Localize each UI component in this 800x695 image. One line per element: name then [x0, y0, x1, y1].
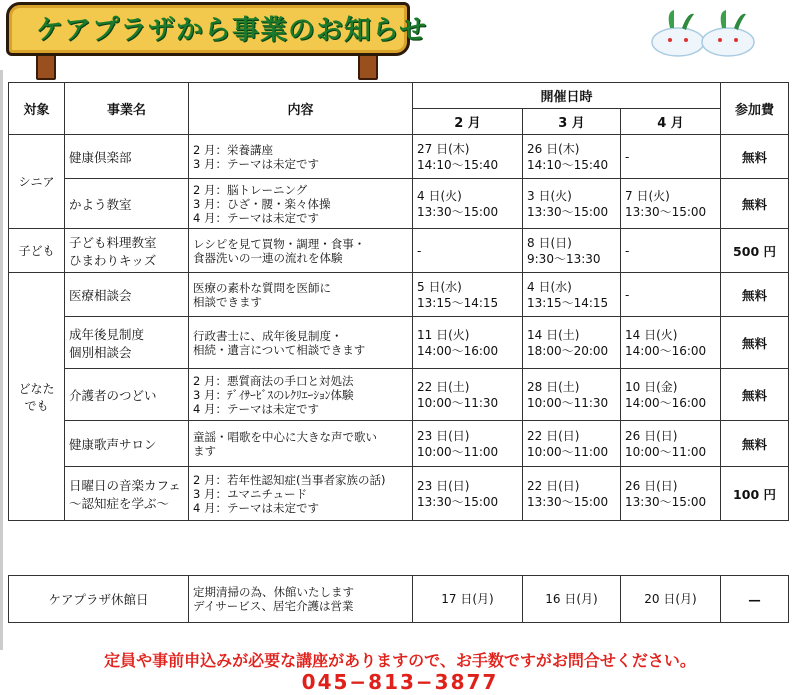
content-line: 2 月：栄養講座	[193, 142, 273, 157]
date-time: 10:00〜11:30	[417, 395, 499, 410]
footer-phone: 045−813−3877	[301, 670, 499, 694]
category-cell: 子ども	[9, 229, 65, 273]
date-day: 8 日(日)	[527, 235, 572, 250]
date-day: 28 日(土)	[527, 379, 580, 394]
date-cell-mar	[523, 369, 621, 421]
event-content	[189, 421, 413, 467]
header-event: 事業名	[65, 83, 189, 135]
header-month-mar: 3 月	[523, 109, 621, 135]
closed-content	[189, 576, 413, 623]
date-day: -	[417, 243, 422, 258]
content-line: 3 月：ﾃﾞｲｻｰﾋﾞｽのﾚｸﾘｴｰｼｮﾝ体験	[193, 387, 354, 402]
event-content	[189, 273, 413, 317]
fee-cell: 無料	[721, 317, 789, 369]
date-day: 3 日(火)	[527, 188, 572, 203]
date-time: 18:00〜20:00	[527, 343, 609, 358]
page-title: ケアプラザから事業のお知らせ	[36, 15, 428, 46]
content-line: 4 月：テーマは未定です	[193, 401, 319, 416]
closed-content-line: デイサービス、居宅介護は営業	[193, 599, 354, 613]
date-cell-feb	[413, 421, 523, 467]
date-time: 9:30〜13:30	[527, 251, 601, 266]
title-banner	[6, 2, 428, 58]
table-row	[9, 179, 789, 229]
date-cell-feb	[413, 369, 523, 421]
date-cell-feb	[413, 229, 523, 273]
date-cell-apr	[621, 179, 721, 229]
date-day: 22 日(日)	[527, 478, 580, 493]
content-line: 3 月：テーマは未定です	[193, 156, 319, 171]
event-content	[189, 467, 413, 521]
date-cell-feb	[413, 273, 523, 317]
content-line: 相続・遺言について相談できます	[193, 342, 366, 357]
date-time: 13:30〜15:00	[417, 204, 499, 219]
event-content	[189, 229, 413, 273]
table-row	[9, 317, 789, 369]
date-cell-mar	[523, 467, 621, 521]
date-cell-mar	[523, 273, 621, 317]
date-day: 4 日(火)	[417, 188, 462, 203]
date-time: 13:30〜15:00	[417, 494, 499, 509]
table-row	[9, 273, 789, 317]
event-name: 健康歌声サロン	[65, 421, 189, 467]
schedule-body	[9, 135, 789, 521]
event-name: 子ども料理教室 ひまわりキッズ	[65, 229, 189, 273]
table-row	[9, 467, 789, 521]
closed-content-line: 定期清掃の為、休館いたします	[193, 585, 354, 599]
date-cell-apr	[621, 229, 721, 273]
date-cell-apr	[621, 273, 721, 317]
header-content: 内容	[189, 83, 413, 135]
date-day: 26 日(日)	[625, 478, 678, 493]
event-name: 日曜日の音楽カフェ 〜認知症を学ぶ〜	[65, 467, 189, 521]
date-day: 14 日(火)	[625, 327, 678, 342]
header-target: 対象	[9, 83, 65, 135]
event-content	[189, 179, 413, 229]
header-month-apr: 4 月	[621, 109, 721, 135]
fee-cell: 100 円	[721, 467, 789, 521]
closed-days-table	[8, 575, 789, 623]
content-line: 相談できます	[193, 294, 262, 309]
date-cell-apr	[621, 421, 721, 467]
closed-fee: —	[721, 576, 789, 623]
closed-date-apr: 20 日(月)	[621, 576, 721, 623]
date-cell-apr	[621, 467, 721, 521]
date-day: 7 日(火)	[625, 188, 670, 203]
closed-days-row	[9, 576, 789, 623]
content-line: 3 月：ひざ・腰・楽々体操	[193, 196, 331, 211]
fee-cell: 500 円	[721, 229, 789, 273]
date-day: 11 日(火)	[417, 327, 470, 342]
date-day: 26 日(日)	[625, 428, 678, 443]
table-row	[9, 369, 789, 421]
fee-cell: 無料	[721, 273, 789, 317]
date-time: 10:00〜11:00	[527, 444, 609, 459]
event-content	[189, 369, 413, 421]
date-day: 5 日(水)	[417, 279, 462, 294]
event-content	[189, 135, 413, 179]
date-time: 13:30〜15:00	[625, 204, 707, 219]
fee-cell: 無料	[721, 179, 789, 229]
fee-cell: 無料	[721, 135, 789, 179]
event-name: かよう教室	[65, 179, 189, 229]
content-line: 童謡・唱歌を中心に大きな声で歌い	[193, 429, 377, 444]
date-time: 10:00〜11:00	[417, 444, 499, 459]
content-line: 4 月：テーマは未定です	[193, 210, 319, 225]
date-time: 13:30〜15:00	[527, 494, 609, 509]
date-time: 13:30〜15:00	[625, 494, 707, 509]
date-cell-apr	[621, 317, 721, 369]
table-row	[9, 229, 789, 273]
date-cell-mar	[523, 317, 621, 369]
date-day: 27 日(木)	[417, 141, 470, 156]
event-name: 介護者のつどい	[65, 369, 189, 421]
date-day: 10 日(金)	[625, 379, 678, 394]
date-cell-mar	[523, 179, 621, 229]
date-day: 22 日(土)	[417, 379, 470, 394]
date-cell-mar	[523, 421, 621, 467]
date-day: -	[625, 287, 630, 302]
content-line: 3 月：ユマニチュード	[193, 486, 308, 501]
category-cell: どなた でも	[9, 273, 65, 521]
closed-date-mar: 16 日(月)	[523, 576, 621, 623]
date-cell-apr	[621, 135, 721, 179]
date-time: 14:10〜15:40	[417, 157, 499, 172]
content-line: 食器洗いの一連の流れを体験	[193, 250, 343, 265]
content-line: レシピを見て買物・調理・食事・	[193, 236, 366, 251]
date-time: 13:15〜14:15	[417, 295, 499, 310]
date-cell-mar	[523, 229, 621, 273]
date-day: 23 日(日)	[417, 478, 470, 493]
date-time: 14:10〜15:40	[527, 157, 609, 172]
table-row	[9, 135, 789, 179]
date-day: 23 日(日)	[417, 428, 470, 443]
event-name: 成年後見制度 個別相談会	[65, 317, 189, 369]
content-line: 2 月：悪質商法の手口と対処法	[193, 373, 354, 388]
date-day: 26 日(木)	[527, 141, 580, 156]
header-month-feb: 2 月	[413, 109, 523, 135]
content-line: ます	[193, 443, 216, 458]
date-time: 10:00〜11:00	[625, 444, 707, 459]
category-cell: シニア	[9, 135, 65, 229]
header-fee: 参加費	[721, 83, 789, 135]
date-day: -	[625, 149, 630, 164]
content-line: 医療の素朴な質問を医師に	[193, 280, 331, 295]
fee-cell: 無料	[721, 421, 789, 467]
date-time: 13:15〜14:15	[527, 295, 609, 310]
table-row	[9, 421, 789, 467]
content-line: 2 月：若年性認知症(当事者家族の話)	[193, 472, 386, 487]
closed-date-feb: 17 日(月)	[413, 576, 523, 623]
date-cell-feb	[413, 179, 523, 229]
date-time: 13:30〜15:00	[527, 204, 609, 219]
date-day: 4 日(水)	[527, 279, 572, 294]
left-edge-line	[0, 70, 3, 650]
date-day: 14 日(土)	[527, 327, 580, 342]
date-time: 14:00〜16:00	[625, 343, 707, 358]
date-day: 22 日(日)	[527, 428, 580, 443]
event-content	[189, 317, 413, 369]
date-cell-mar	[523, 135, 621, 179]
date-cell-feb	[413, 135, 523, 179]
date-time: 14:00〜16:00	[417, 343, 499, 358]
content-line: 2 月：脳トレーニング	[193, 182, 308, 197]
date-day: -	[625, 243, 630, 258]
footer-message: 定員や事前申込みが必要な講座がありますので、お手数ですがお問合せください。	[104, 651, 696, 670]
date-cell-feb	[413, 317, 523, 369]
date-cell-apr	[621, 369, 721, 421]
event-name: 医療相談会	[65, 273, 189, 317]
header-schedule: 開催日時	[413, 83, 721, 109]
fee-cell: 無料	[721, 369, 789, 421]
date-time: 14:00〜16:00	[625, 395, 707, 410]
content-line: 行政書士に、成年後見制度・	[193, 328, 343, 343]
schedule-table	[8, 82, 789, 521]
content-line: 4 月：テーマは未定です	[193, 500, 319, 515]
date-time: 10:00〜11:30	[527, 395, 609, 410]
snow-bunny-illustration	[640, 6, 760, 58]
date-cell-feb	[413, 467, 523, 521]
event-name: 健康倶楽部	[65, 135, 189, 179]
closed-label: ケアプラザ休館日	[9, 576, 189, 623]
